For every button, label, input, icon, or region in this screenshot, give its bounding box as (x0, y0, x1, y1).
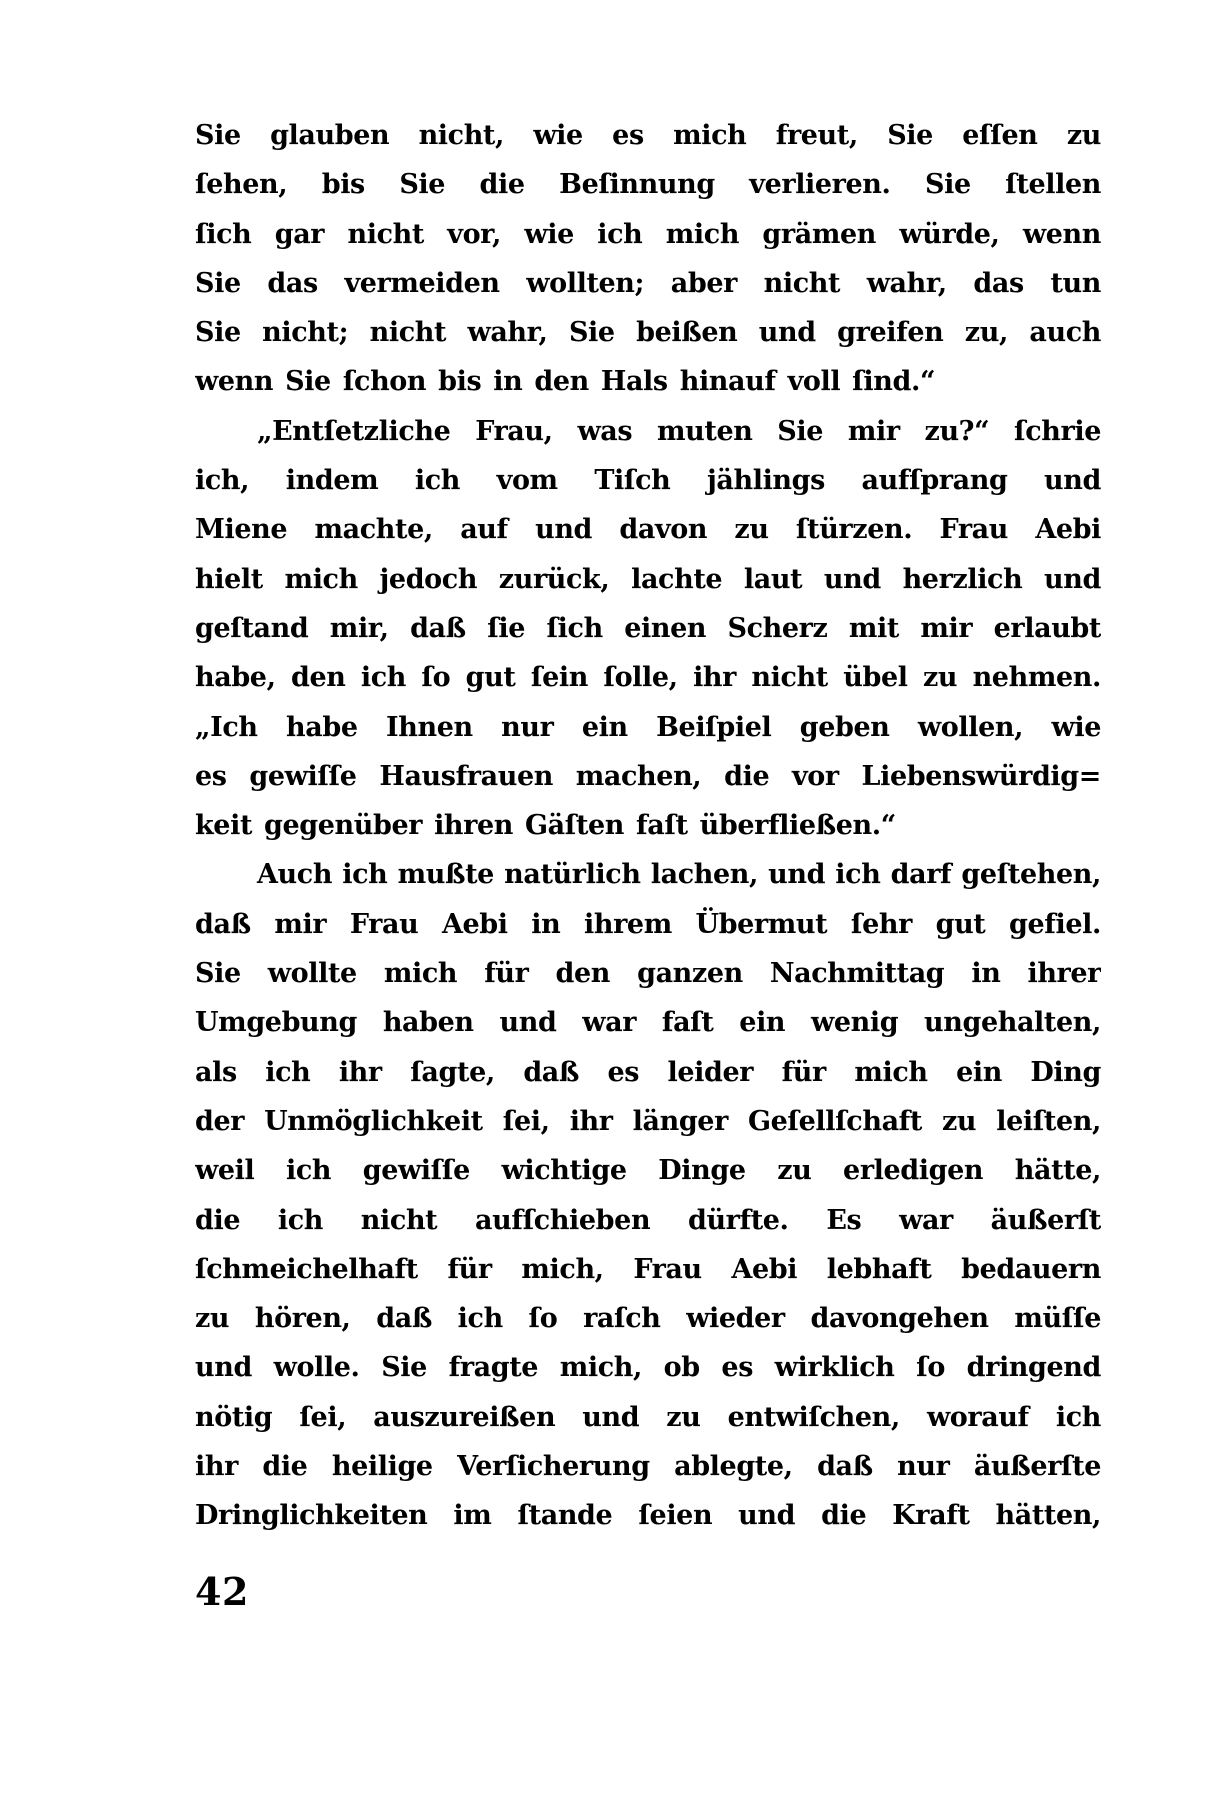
text-line: Sie wollte mich für den ganzen Nachmittag in ihrer (195, 958, 1101, 990)
text-line: ſchmeichelhaft für mich, Frau Aebi lebhaft bedauern (195, 1253, 1101, 1285)
page-number: 42 (195, 1569, 249, 1614)
text-line: es gewiſſe Hausfrauen machen, die vor Liebenswürdig= (195, 760, 1101, 792)
text-line: Umgebung haben und war faſt ein wenig ungehalten, (195, 1007, 1101, 1039)
text-line: und wolle. Sie fragte mich, ob es wirklich ſo dringend (195, 1352, 1101, 1384)
text-line: daß mir Frau Aebi in ihrem Übermut ſehr gut gefiel. (195, 908, 1101, 940)
text-line: geſtand mir, daß ſie ſich einen Scherz mit mir erlaubt (195, 612, 1101, 644)
text-line: ſehen, bis Sie die Beſinnung verlieren. Sie ſtellen (195, 169, 1101, 201)
text-line: Sie das vermeiden wollten; aber nicht wahr, das tun (195, 267, 1101, 299)
text-block (195, 111, 1101, 1541)
text-line: weil ich gewiſſe wichtige Dinge zu erledigen hätte, (195, 1155, 1101, 1187)
text-line: habe, den ich ſo gut ſein ſolle, ihr nicht übel zu nehmen. (195, 662, 1101, 694)
text-line: zu hören, daß ich ſo raſch wieder davongehen müſſe (195, 1303, 1101, 1335)
text-line: die ich nicht aufſchieben dürfte. Es war äußerſt (195, 1204, 1101, 1236)
text-line: „Ich habe Ihnen nur ein Beiſpiel geben wollen, wie (195, 711, 1101, 743)
text-line: ihr die heilige Verſicherung ablegte, daß nur äußerſte (195, 1451, 1101, 1483)
text-line: Sie nicht; nicht wahr, Sie beißen und greifen zu, auch (195, 317, 1101, 349)
text-line: nötig ſei, auszureißen und zu entwiſchen, worauf ich (195, 1401, 1101, 1433)
text-line paragraph-start: Auch ich mußte natürlich lachen, und ich darf geſtehen, (257, 859, 1101, 891)
text-line paragraph-start: „Entſetzliche Frau, was muten Sie mir zu?“ ſchrie (257, 415, 1101, 447)
text-line: ich, indem ich vom Tiſch jählings aufſprang und (195, 465, 1101, 497)
text-line: ſich gar nicht vor, wie ich mich grämen würde, wenn (195, 218, 1101, 250)
text-line: Sie glauben nicht, wie es mich freut, Sie eſſen zu (195, 120, 1101, 151)
text-line: hielt mich jedoch zurück, lachte laut und herzlich und (195, 563, 1101, 595)
text-line: wenn Sie ſchon bis in den Hals hinauf voll ſind.“ (195, 366, 936, 398)
text-line: Miene machte, auf und davon zu ſtürzen. Frau Aebi (195, 514, 1101, 546)
text-line: Dringlichkeiten im ſtande ſeien und die Kraft hätten, (195, 1500, 1101, 1532)
text-line: als ich ihr ſagte, daß es leider für mich ein Ding (195, 1056, 1101, 1088)
text-line: der Unmöglichkeit ſei, ihr länger Geſellſchaft zu leiſten, (195, 1105, 1101, 1137)
text-line: keit gegenüber ihren Gäſten faſt überfließen.“ (195, 810, 896, 842)
